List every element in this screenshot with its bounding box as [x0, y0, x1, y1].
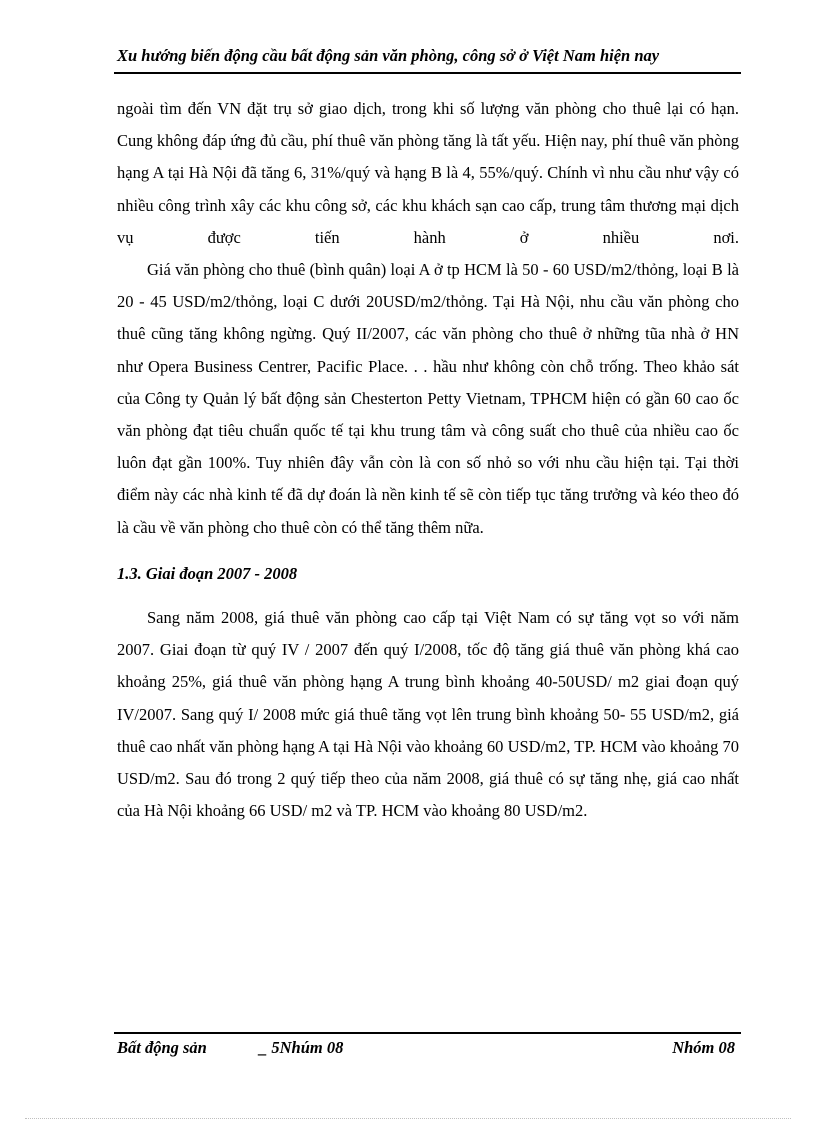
document-body: [117, 93, 739, 827]
paragraph-3: Sang năm 2008, giá thuê văn phòng cao cấp tại Việt Nam có sự tăng vọt so với năm 2007. Giai đoạn từ quý IV / 2007 đến quý I/2008, tốc độ tăng giá thuê văn phòng khá cao khoảng 25%, giá thuê văn phòng hạng A trung bình khoảng 40-50USD/ m2 giai đoạn quý IV/2007. Sang quý I/ 2008 mức giá thuê tăng vọt lên trung bình khoảng 50- 55 USD/m2, giá thuê cao nhất văn phòng hạng A tại Hà Nội vào khoảng 60 USD/m2, TP. HCM vào khoảng 70 USD/m2. Sau đó trong 2 quý tiếp theo của năm 2008, giá thuê có sự tăng nhẹ, giá cao nhất của Hà Nội khoảng 66 USD/ m2 và TP. HCM vào khoảng 80 USD/m2.: [117, 608, 739, 821]
footer-rule: [114, 1032, 741, 1034]
section-heading: 1.3. Giai đoạn 2007 - 2008: [117, 563, 298, 583]
page-bottom-edge: [25, 1118, 791, 1119]
footer-middle-text: _ 5Nhúm 08: [259, 1038, 344, 1057]
footer-right-text: Nhóm 08: [672, 1038, 735, 1057]
running-header-title: Xu hướng biến động cầu bất động sản văn phòng, công sở ở Việt Nam hiện nay: [117, 46, 660, 65]
footer-left-text: Bất động sản: [117, 1038, 207, 1057]
header-rule: [114, 72, 741, 74]
paragraph-1: ngoài tìm đến VN đặt trụ sở giao dịch, trong khi số lượng văn phòng cho thuê lại có hạn. Cung không đáp ứng đủ cầu, phí thuê văn phòng tăng là tất yếu. Hiện nay, phí thuê văn phòng hạng A tại Hà Nội đã tăng 6, 31%/quý và hạng B là 4, 55%/quý. Chính vì nhu cầu như vậy có nhiều công trình xây các khu công sở, các khu khách sạn cao cấp, trung tâm thương mại dịch vụ được tiến hành ở nhiều nơi.: [117, 99, 739, 247]
page-footer: [117, 1038, 737, 1062]
paragraph-2: Giá văn phòng cho thuê (bình quân) loại A ở tp HCM là 50 - 60 USD/m2/thỏng, loại B là 20 - 45 USD/m2/thỏng, loại C dưới 20USD/m2/thỏng. Tại Hà Nội, nhu cầu văn phòng cho thuê cũng tăng không ngừng. Quý II/2007, các văn phòng cho thuê ở những tũa nhà ở HN như Opera Business Centrer, Pacific Place. . . hầu như không còn chỗ trống. Theo khảo sát của Công ty Quản lý bất động sản Chesterton Petty Vietnam, TPHCM hiện có gần 60 cao ốc văn phòng đạt tiêu chuẩn quốc tế tại khu trung tâm và công suất cho thuê của nhiều cao ốc luôn đạt gần 100%. Tuy nhiên đây vẫn còn là con số nhỏ so với nhu cầu hiện tại. Tại thời điểm này các nhà kinh tế đã dự đoán là nền kinh tế sẽ còn tiếp tục tăng trưởng và kéo theo đó là cầu về văn phòng cho thuê còn có thể tăng thêm nữa.: [117, 260, 739, 537]
